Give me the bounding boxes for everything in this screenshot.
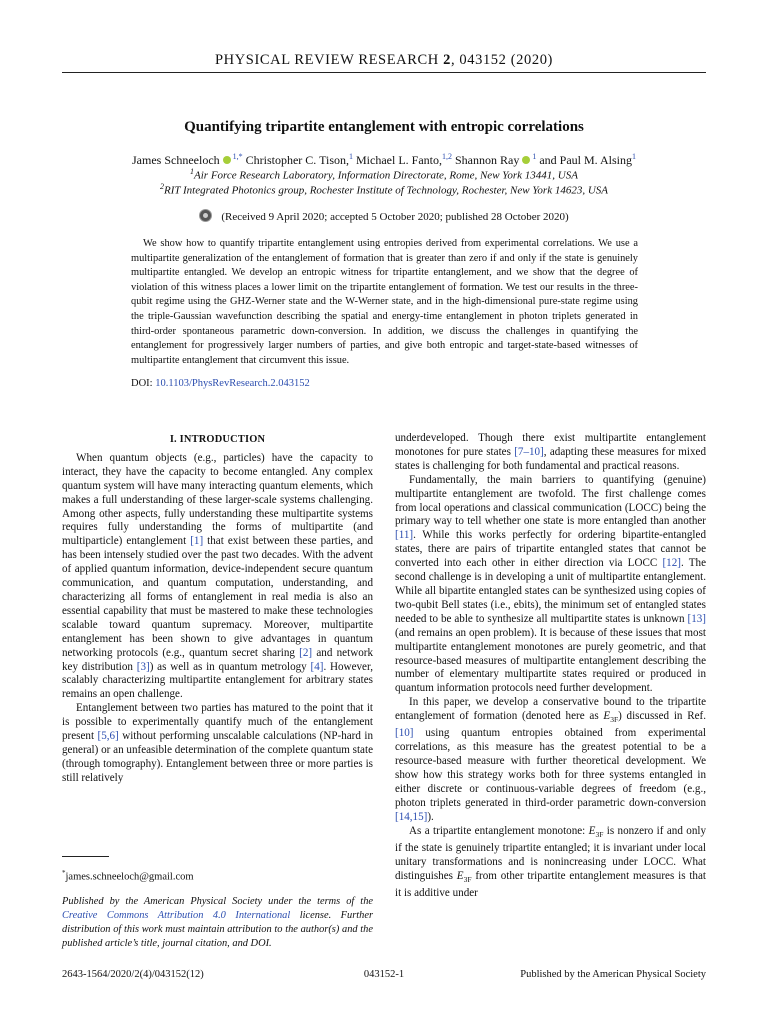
paragraph-text: that exist between these parties, and has been intensely studied over the past two decades. With the advent of applied quantum information, device-independent secure quantum communication, and quantum computation, understanding, and characterizing all forms of entanglement in real media is also an essential capability that must be mastered to make these technologies scalable toward quantum supremacy. Moreover, multipartite entanglement has been shown to give advantages in quantum networking protocols (e.g., quantum secret sharing: [62, 535, 374, 659]
author-name: Shannon Ray: [451, 153, 520, 167]
affiliation-text: RIT Integrated Photonics group, Rochester Institute of Technology, Rochester, New York 14623, USA: [163, 184, 609, 197]
citation-link[interactable]: [4]: [310, 660, 324, 673]
doi-link[interactable]: 10.1103/PhysRevResearch.2.043152: [155, 378, 310, 389]
citation-link[interactable]: [11]: [395, 529, 414, 542]
footnote-email[interactable]: james.schneeloch@gmail.com: [65, 871, 194, 883]
footnote-divider: [62, 856, 109, 857]
affiliation-number: 2: [159, 182, 164, 191]
check-for-updates-icon[interactable]: [199, 209, 212, 222]
paragraph: [62, 702, 373, 785]
paragraph-text: using quantum entropies obtained from experimental correlations, as this measure has the greatest potential to be a resource-based measure with further theoretical development. We show how this strategy works both for three systems entangled in either discrete or continuous-variable degrees of freedom (e.g., photon triplets generated in third-order parametric down-conversion: [395, 727, 706, 809]
right-column: [395, 432, 706, 901]
citation-link[interactable]: [2]: [299, 646, 313, 659]
paragraph-text: . While this works perfectly for ordering bipartite-entangled states, there are pairs of tripartite entangled states that cannot be converted into each other in either direction via LOCC: [395, 529, 706, 570]
orcid-icon[interactable]: [522, 156, 530, 164]
paragraph: [395, 825, 706, 901]
author-affiliation-ref[interactable]: 1,2: [441, 152, 452, 161]
paragraph-text: without performing unscalable calculations (NP-hard in general) or an unfeasible determination of the complete quantum state (through tomography). Entanglement between three or more parties is still relatively: [62, 730, 373, 784]
paragraph-text: is nonzero if and only if the state is genuinely tripartite entangled; it is invariant under local unitary transformations and is nonincreasing under LOCC. What distinguishes: [395, 824, 706, 882]
article-number-year: , 043152 (2020): [450, 52, 553, 68]
affiliation: [0, 167, 768, 182]
license-text: license. Further distribution of this work must maintain attribution to the author(s) and the published article’s title, journal citation, and DOI.: [62, 910, 373, 949]
math-symbol: E: [456, 869, 464, 882]
footer-publisher: Published by the American Physical Society: [520, 969, 706, 980]
paper-title: Quantifying tripartite entanglement with entropic correlations: [184, 119, 584, 135]
math-symbol: E: [603, 710, 611, 723]
left-column: [62, 433, 373, 786]
paragraph-text: , adapting these measures for mixed states is challenging for both fundamental and practical reasons.: [395, 445, 707, 472]
journal-volume: 2: [443, 52, 451, 68]
citation-link[interactable]: [14,15]: [395, 810, 428, 823]
footer-page-number: 043152-1: [363, 969, 405, 980]
citation-link[interactable]: [7–10]: [514, 445, 544, 458]
author-affiliation-ref[interactable]: 1: [632, 152, 636, 161]
paragraph-text: In this paper, we develop a conservative bound to the tripartite entanglement of formation (denoted here as: [395, 696, 706, 723]
license-link[interactable]: Creative Commons Attribution 4.0 International: [62, 910, 291, 921]
author-affiliation-ref[interactable]: 1: [532, 152, 537, 161]
affiliation-number: 1: [190, 167, 195, 176]
affiliation: [0, 182, 768, 197]
citation-link[interactable]: [13]: [687, 612, 706, 625]
paragraph-text: . However, scalably characterizing multipartite entanglement for arbitrary states remains an open challenge.: [62, 660, 373, 701]
author-name: and Paul M. Alsing: [536, 153, 632, 167]
doi-line: [131, 378, 310, 389]
paragraph-text: Fundamentally, the main barriers to quantifying (genuine) multipartite entanglement are twofold. The first challenge comes from local operations and classical communication (LOCC) being the primary way to tell whether one state is more entangled than another: [395, 473, 706, 528]
paragraph-text: ) as well as in quantum metrology: [149, 660, 311, 673]
running-header: [0, 52, 768, 69]
received-text: (Received 9 April 2020; accepted 5 October 2020; published 28 October 2020): [221, 211, 569, 223]
paragraph: [395, 432, 706, 474]
citation-link[interactable]: [1]: [190, 535, 204, 548]
license-text: Published by the American Physical Society under the terms of the: [62, 896, 373, 907]
math-subscript: 3F: [595, 829, 604, 839]
paragraph-text: ).: [427, 810, 434, 823]
author-affiliation-ref[interactable]: 1: [349, 152, 353, 161]
math-symbol: E: [588, 824, 596, 837]
author-name: Christopher C. Tison,: [242, 153, 349, 167]
paragraph: [395, 474, 706, 697]
paragraph-text: and network key distribution: [62, 646, 373, 673]
abstract: We show how to quantify tripartite entanglement using entropies derived from experimental correlations. We use a multipartite generalization of the entanglement of formation that is greater than zero if and only if the state is genuinely multipartite entangled. We develop an entropic witness for tripartite entanglement, and we show that the degree of violation of this witness places a lower limit on the tripartite entanglement of formation. We test our results in the three-qubit regime using the GHZ-Werner state and the W-Werner state, and in the high-dimensional pure-state regime using the triple-Gaussian wavefunction describing the spatial and energy-time entanglement in photon triplets generated in third-order spontaneous parametric down-conversion. In addition, we discuss the challenges in quantifying the entanglement for progressively larger numbers of parties, and give both entropic and target-state-based witnesses of multipartite entanglement that circumvent this issue.: [131, 238, 638, 366]
affiliation-text: Air Force Research Laboratory, Information Directorate, Rome, New York 13441, USA: [194, 169, 578, 182]
citation-link[interactable]: [5,6]: [97, 730, 119, 743]
license-statement: [62, 895, 373, 951]
doi-label: DOI:: [131, 378, 153, 389]
paragraph-text: underdeveloped. Though there exist multipartite entanglement monotones for pure states: [395, 432, 706, 458]
author-name: Michael L. Fanto,: [353, 153, 442, 167]
journal-name: PHYSICAL REVIEW RESEARCH: [215, 52, 439, 68]
citation-link[interactable]: [12]: [662, 557, 681, 570]
paragraph-text: from other tripartite entanglement measures is that it is additive under: [395, 869, 706, 899]
paragraph-text: (and remains an open problem). It is because of these issues that most multipartite entanglement monotones are purely geometric, and that resource-based measures of multipartite entanglement describing the number of elementary multipartite states required or produced in quantum information protocols need further development.: [395, 626, 706, 695]
paragraph-text: As a tripartite entanglement monotone:: [409, 824, 589, 837]
orcid-icon[interactable]: [223, 156, 231, 164]
math-subscript: 3F: [463, 874, 472, 884]
paragraph: [395, 696, 706, 824]
footnote-marker: *: [62, 869, 66, 877]
footer-issn: 2643-1564/2020/2(4)/043152(12): [62, 969, 204, 980]
corresponding-author-footnote: [62, 869, 373, 883]
citation-link[interactable]: [10]: [395, 727, 414, 740]
paragraph: [62, 452, 373, 702]
paragraph-text: . The second challenge is in developing a unit of multipartite entanglement. While all bipartite entangled states can be synthesized using copies of two-qubit Bell states (i.e., ebits), the minimum set of entangled states needed to be able to synthesize all multipartite states is unknown: [395, 557, 707, 625]
citation-link[interactable]: [3]: [136, 660, 150, 673]
paragraph-text: When quantum objects (e.g., particles) have the capacity to interact, they have the capacity to become entangled. Any complex quantum system will have many interacting quantum elements, which makes a full understanding of these larger-scale systems challenging. Among other aspects, fully understanding these multipartite systems requires fully understanding the forms of multipartite (and multiparticle) entanglement: [62, 451, 373, 548]
paragraph-text: ) discussed in Ref.: [618, 710, 706, 723]
section-heading: I. INTRODUCTION: [169, 434, 266, 445]
author-list: [0, 152, 768, 168]
received-dates: [0, 209, 768, 223]
header-divider: [62, 72, 706, 73]
author-name: James Schneeloch: [132, 153, 220, 167]
math-subscript: 3F: [610, 715, 619, 725]
paragraph-text: Entanglement between two parties has matured to the point that it is possible to experimentally quantify much of the entanglement present: [62, 702, 373, 743]
author-affiliation-ref[interactable]: 1,*: [232, 152, 243, 161]
